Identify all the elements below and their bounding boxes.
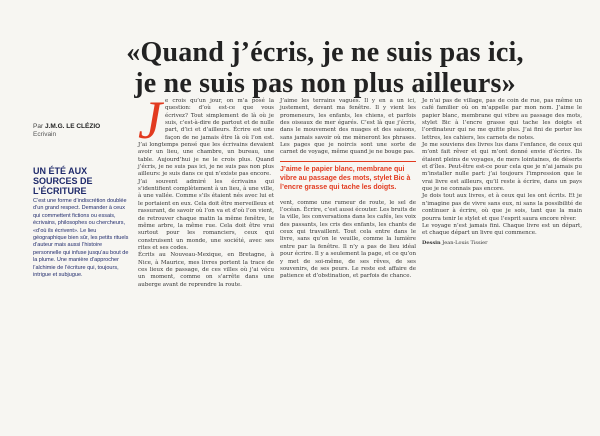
headline-line-2: je ne suis pas non plus ailleurs» [134,67,516,99]
credit-name: Jean-Louis Tissier [442,239,488,246]
article-column-3 [422,98,582,247]
paragraph: J’ai souvent admiré les écrivains qui s’identifient complètement à un lieu, à une ville, à une vallée. Comme s’ils étaient nés avec lui et le portaient en eux. Cela doit être merveilleux et rassurant, de savoir où l’on va et d’où l’on vient, de retrouver chaque matin la même fenêtre, le même arbre, la même rue. Cela doit être vrai surtout pour les romanciers, ceux qui construisent un monde, une société, avec ses rites et ses codes. [138,178,274,251]
paragraph: Écrits au Nouveau-Mexique, en Bretagne, à Nice, à Maurice, mes livres portent la trace de ces lieux de passage, de ces villes où j’ai vécu un moment, comme on s’arrête dans une auberge avant de reprendre la route. [138,252,274,288]
headline-line-1: «Quand j’écris, je ne suis pas ici, [126,36,524,68]
paragraph: Je me souviens des livres lus dans l’enfance, de ceux qui m’ont fait rêver et qui m’ont donné envie d’écrire. Ils étaient pleins de voyages, de mers lointaines, de déserts et d’îles. Peut-être est-ce pour cela que je n’ai jamais pu m’installer nulle part: j’ai toujours l’impression que le vrai livre est ailleurs, qu’il reste à écrire, dans un pays que je ne connais pas encore. [422,142,582,193]
pull-quote [280,161,416,196]
paragraph: Je n’ai pas de village, pas de coin de rue, pas même un café familier où on m’appelle par mon nom. J’aime le papier blanc, membrane qui vibre au passage des mots, stylet Bic à l’encre grasse qui tache les doigts et l’ordinateur qui ne me quitte plus. J’ai fini de porter les lettres, les cahiers, les carnets de notes. [422,98,582,141]
paragraph: Je dois tout aux livres, et à ceux qui les ont écrits. Et je n’imagine pas de vivre sans eux, ni sans la possibilité de continuer à écrire, où que je sois, tant que la main pourra tenir le stylet et que l’esprit saura encore rêver. [422,193,582,222]
author-name: J.M.G. LE CLÉZIO [44,123,101,130]
series-title-line: L’ÉCRITURE [33,186,87,196]
series-title-line: SOURCES DE [33,176,93,186]
pull-quote-line: vibre au passage des mots, stylet Bic à [280,174,411,182]
article-column-2 [280,98,416,281]
drop-cap: J [138,90,162,150]
paragraph: Le voyage n’est jamais fini. Chaque livre est un départ, et chaque départ un livre qui commence. [422,222,582,237]
pull-quote-line: J’aime le papier blanc, membrane qui [280,165,405,173]
series-title-line: UN ÉTÉ AUX [33,166,88,176]
byline-prefix: Par [33,123,44,130]
byline [33,123,133,139]
article-column-1 [138,90,274,289]
paragraph: J’aime les terrains vagues. Il y en a un ici, justement, devant ma fenêtre. Il y vient les promeneurs, les enfants, les chiens, et parfois des oiseaux de mer égarés. C’est là que j’écris, dans le mouvement des nuages et des saisons, sans jamais savoir où me mèneront les phrases. Les pages que je noircis sont une sorte de carnet de voyage, même quand je ne bouge pas. [280,98,416,156]
series-intro: C’est une forme d’indiscrétion doublée d’un grand respect. Demander à ceux qui commettent fictions ou essais, écrivains, philosophes ou chercheurs, «d’où ils écrivent». Le lieu géographique bien sûr, les petits rituels d’auteur mais aussi l’histoire personnelle qui infuse jusqu’au bout de la plume. Une manière d’approcher l’alchimie de l’écriture qui, toujours, intrigue et subjugue. [33,198,129,279]
pull-quote-line: l’encre grasse qui tache les doigts. [280,183,397,191]
paragraph: e crois qu’un jour, on m’a posé la question: d’où est-ce que vous écrivez? Tout simplement de là où je suis, c’est-à-dire de partout et de nulle part, d’ici et d’ailleurs. Écrire est une façon de ne jamais être là où l’on est. J’ai longtemps pensé que les écrivains devaient avoir un lieu, une chambre, un bureau, une table. Aujourd’hui je ne le crois plus. Quand j’écris, je ne suis pas ici, je ne suis pas non plus ailleurs: je suis dans ce qui n’existe pas encore. [138,98,274,178]
credit-label: Dessin [422,239,441,246]
illustration-credit [422,240,582,247]
series-title [33,166,131,196]
paragraph: vent, comme une rumeur de route, le sel de l’océan. Écrire, c’est aussi écouter. Les bruits de la ville, les conversations dans les cafés, les voix des passants, les cris des enfants, les chants de ceux qui travaillent. Tout cela entre dans le livre, sans qu’on le veuille, comme la lumière entre par la fenêtre. Il n’y a pas de lieu idéal pour écrire. Il y a seulement la page, et ce qu’on y met de soi-même, de ses rêves, de ses souvenirs, de ses peurs. Le reste est affaire de patience et d’obstination, et parfois de chance. [280,199,416,280]
author-role: Ecrivain [33,131,57,138]
